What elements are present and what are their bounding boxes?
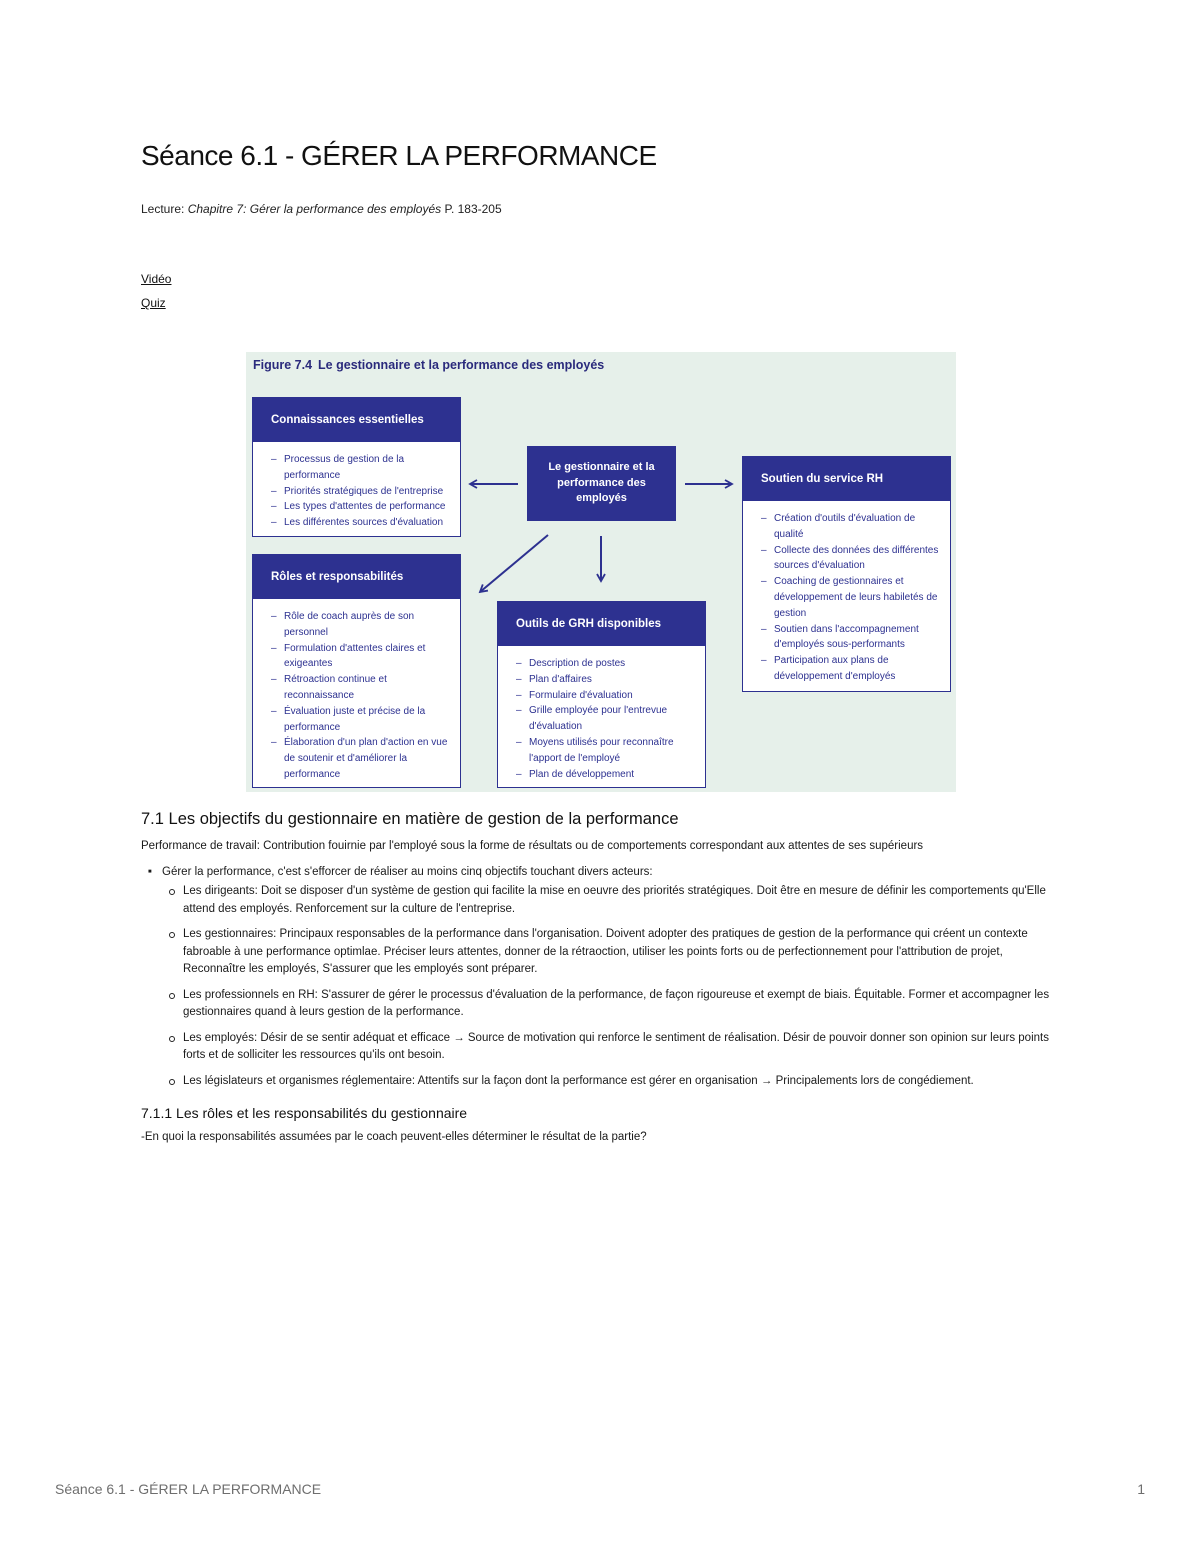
page-number: 1	[1137, 1481, 1145, 1497]
list-item: – Collecte des données des différentes sources d'évaluation	[761, 543, 942, 575]
list-item: Les législateurs et organismes réglementaire: Attentifs sur la façon dont la performance est gérer en organisation → Principalements lors de congédiement.	[162, 1073, 1063, 1091]
list-item: – Processus de gestion de la performance	[271, 452, 452, 484]
list-item: – Les différentes sources d'évaluation	[271, 515, 452, 531]
section-7-1-1-heading: 7.1.1 Les rôles et les responsabilités du gestionnaire	[141, 1105, 468, 1121]
video-link[interactable]: Vidéo	[141, 272, 172, 286]
list-item: – Plan d'affaires	[516, 672, 697, 688]
box-soutien-rh	[742, 456, 951, 692]
list-item: – Moyens utilisés pour reconnaître l'apport de l'employé	[516, 735, 697, 767]
list-item: – Description de postes	[516, 656, 697, 672]
figure-caption: Le gestionnaire et la performance des employés	[318, 358, 605, 372]
box-soutien-rh-title: Soutien du service RH	[743, 457, 950, 501]
box-connaissances-list	[253, 442, 460, 535]
box-roles-title: Rôles et responsabilités	[253, 555, 460, 599]
list-item: – Soutien dans l'accompagnement d'employés sous-performants	[761, 622, 942, 654]
box-outils-grh-list	[498, 646, 705, 786]
list-item: – Élaboration d'un plan d'action en vue de soutenir et d'améliorer la performance	[271, 735, 452, 782]
figure-7-4-diagram	[246, 352, 956, 792]
box-roles-list	[253, 599, 460, 787]
lecture-label: Lecture:	[141, 202, 188, 216]
box-connaissances	[252, 397, 461, 537]
page-title: Séance 6.1 - GÉRER LA PERFORMANCE	[141, 140, 657, 171]
list-item: – Formulation d'attentes claires et exigeantes	[271, 641, 452, 673]
list-item: – Rétroaction continue et reconnaissance	[271, 672, 452, 704]
lecture-pages: P. 183-205	[441, 202, 502, 216]
box-roles	[252, 554, 461, 788]
arrow-down-left	[480, 535, 548, 592]
objectives-list	[141, 864, 1071, 1098]
list-item: Les dirigeants: Doit se disposer d'un système de gestion qui facilite la mise en oeuvre des priorités stratégiques. Doit être en mesure de définir les comportements qu'Elle attend des employés. Renforcement sur la culture de l'entreprise.	[162, 883, 1063, 918]
center-box-gestionnaire: Le gestionnaire et la performance des employés	[527, 446, 676, 521]
lecture-reference	[141, 202, 502, 216]
box-soutien-rh-list	[743, 501, 950, 689]
list-item: Les gestionnaires: Principaux responsables de la performance dans l'organisation. Doivent adopter des pratiques de gestion de la performance qui créent un contexte fabroable à une performance optimlae. Préciser leurs attentes, donner de la rétraoction, utiliser les points forts ou de perfectionnement pour l'attribution de projet, Reconnaître les employés, S'assurer que les employés sont préparer.	[162, 926, 1063, 979]
list-item: – Participation aux plans de développement d'employés	[761, 653, 942, 685]
list-item: – Coaching de gestionnaires et développement de leurs habiletés de gestion	[761, 574, 942, 621]
list-item: – Rôle de coach auprès de son personnel	[271, 609, 452, 641]
list-item: Les professionnels en RH: S'assurer de gérer le processus d'évaluation de la performance, de façon rigoureuse et exempt de biais. Équitable. Former et accompagner les gestionnaires quand à leurs gestion de la performance.	[162, 987, 1063, 1022]
footer-title: Séance 6.1 - GÉRER LA PERFORMANCE	[55, 1481, 322, 1497]
list-item: – Priorités stratégiques de l'entreprise	[271, 484, 452, 500]
objectives-intro: Gérer la performance, c'est s'efforcer de réaliser au moins cinq objectifs touchant divers acteurs:	[162, 866, 653, 878]
list-item: – Les types d'attentes de performance	[271, 499, 452, 515]
list-item: – Grille employée pour l'entrevue d'évaluation	[516, 703, 697, 735]
box-outils-grh-title: Outils de GRH disponibles	[498, 602, 705, 646]
quiz-link[interactable]: Quiz	[141, 296, 166, 310]
list-item: – Formulaire d'évaluation	[516, 688, 697, 704]
list-item: – Plan de développement	[516, 767, 697, 783]
list-item: – Évaluation juste et précise de la performance	[271, 704, 452, 736]
question-text: -En quoi la responsabilités assumées par le coach peuvent-elles déterminer le résultat de la partie?	[141, 1131, 647, 1143]
list-item	[141, 864, 1071, 1090]
box-connaissances-title: Connaissances essentielles	[253, 398, 460, 442]
definition-performance: Performance de travail: Contribution fouirnie par l'employé sous la forme de résultats ou de comportements correspondant aux attentes de ses supérieurs	[141, 840, 924, 852]
list-item: – Création d'outils d'évaluation de qualité	[761, 511, 942, 543]
list-item: Les employés: Désir de se sentir adéquat et efficace → Source de motivation qui renforce le sentiment de réalisation. Désir de pouvoir donner son opinion sur leurs points forts et de solliciter les ressources qu'ils ont besoin.	[162, 1030, 1063, 1065]
section-7-1-heading: 7.1 Les objectifs du gestionnaire en matière de gestion de la performance	[141, 810, 679, 828]
box-outils-grh	[497, 601, 706, 788]
actors-list	[162, 883, 1071, 1090]
figure-number: Figure 7.4	[253, 358, 313, 372]
lecture-chapter: Chapitre 7: Gérer la performance des employés	[187, 202, 442, 216]
